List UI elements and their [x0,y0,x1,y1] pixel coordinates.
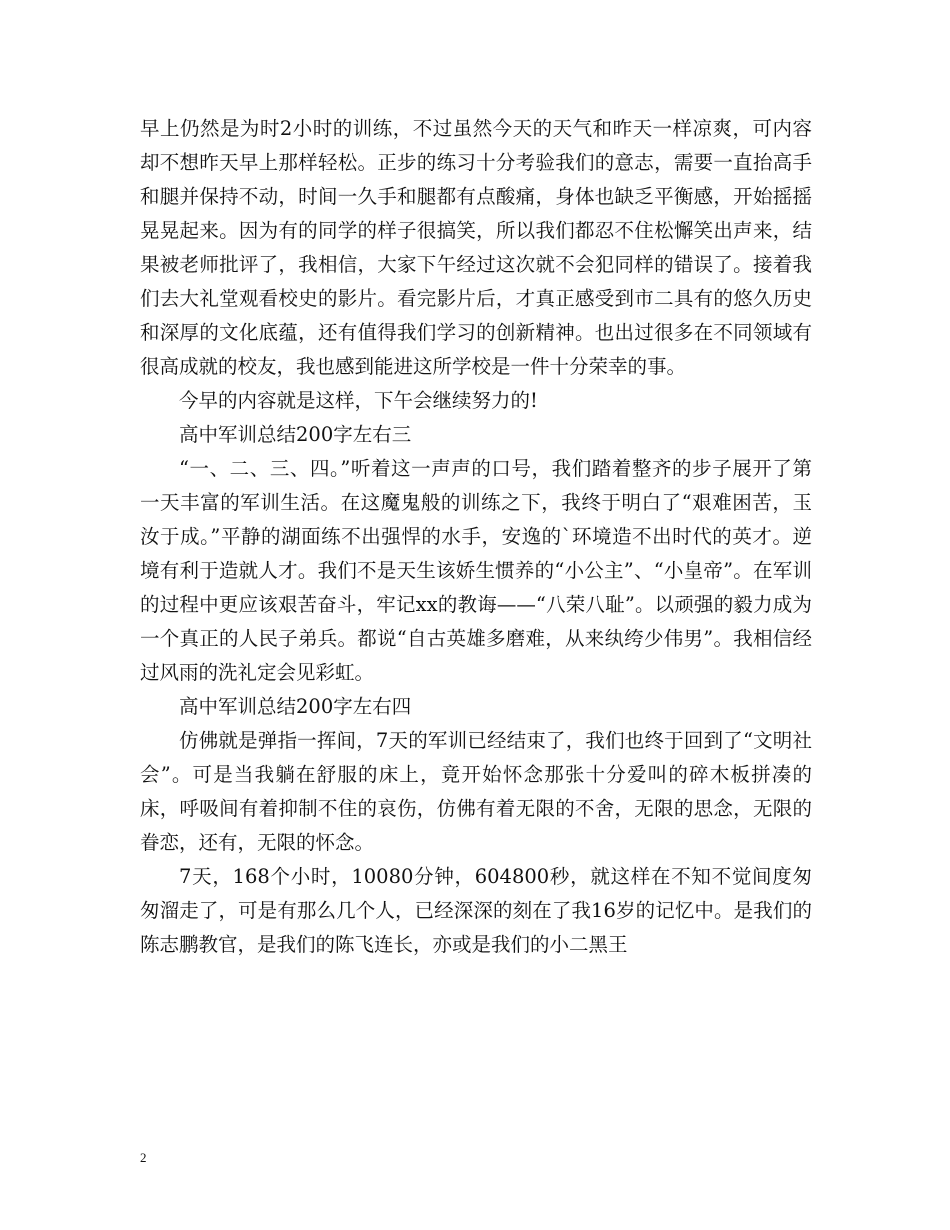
page-number: 2 [140,1150,147,1165]
section-heading-four: 高中军训总结200字左右四 [179,695,412,718]
section-heading-three: 高中军训总结200字左右三 [179,423,412,446]
paragraph-closing-note: 今早的内容就是这样，下午会继续努力的! [179,389,538,412]
paragraph-section-four-b: 7天，168个小时，10080分钟，604800秒，就这样在不知不觉间度匆匆溜走了，可是有那么几个人，已经深深的刻在了我16岁的记忆中。是我们的陈志鹏教官，是我们的陈飞连长，亦或是我们的小二黑王 [140,865,812,956]
paragraph-section-three: “一、二、三、四。”听着这一声声的口号，我们踏着整齐的步子展开了第一天丰富的军训生活。在这魔鬼般的训练之下，我终于明白了“艰难困苦，玉汝于成。”平静的湖面练不出强悍的水手，安逸的`环境造不出时代的英才。逆境有利于造就人才。我们不是天生该娇生惯养的“小公主”、“小皇帝”。在军训的过程中更应该艰苦奋斗，牢记xx的教诲——“八荣八耻”。以顽强的毅力成为一个真正的人民子弟兵。都说“自古英雄多磨难，从来纨绔少伟男”。我相信经过风雨的洗礼定会见彩虹。 [140,457,812,684]
paragraph-section-four-a: 仿佛就是弹指一挥间，7天的军训已经结束了，我们也终于回到了“文明社会”。可是当我躺在舒服的床上，竟开始怀念那张十分爱叫的碎木板拼凑的床，呼吸间有着抑制不住的哀伤，仿佛有着无限的不舍，无限的思念，无限的眷恋，还有，无限的怀念。 [140,729,812,854]
body-text [140,112,812,962]
paragraph-continued: 早上仍然是为时2小时的训练，不过虽然今天的天气和昨天一样凉爽，可内容却不想昨天早上那样轻松。正步的练习十分考验我们的意志，需要一直抬高手和腿并保持不动，时间一久手和腿都有点酸痛，身体也缺乏平衡感，开始摇摇晃晃起来。因为有的同学的样子很搞笑，所以我们都忍不住松懈笑出声来，结果被老师批评了，我相信，大家下午经过这次就不会犯同样的错误了。接着我们去大礼堂观看校史的影片。看完影片后，才真正感受到市二具有的悠久历史和深厚的文化底蕴，还有值得我们学习的创新精神。也出过很多在不同领域有很高成就的校友，我也感到能进这所学校是一件十分荣幸的事。 [140,117,812,378]
